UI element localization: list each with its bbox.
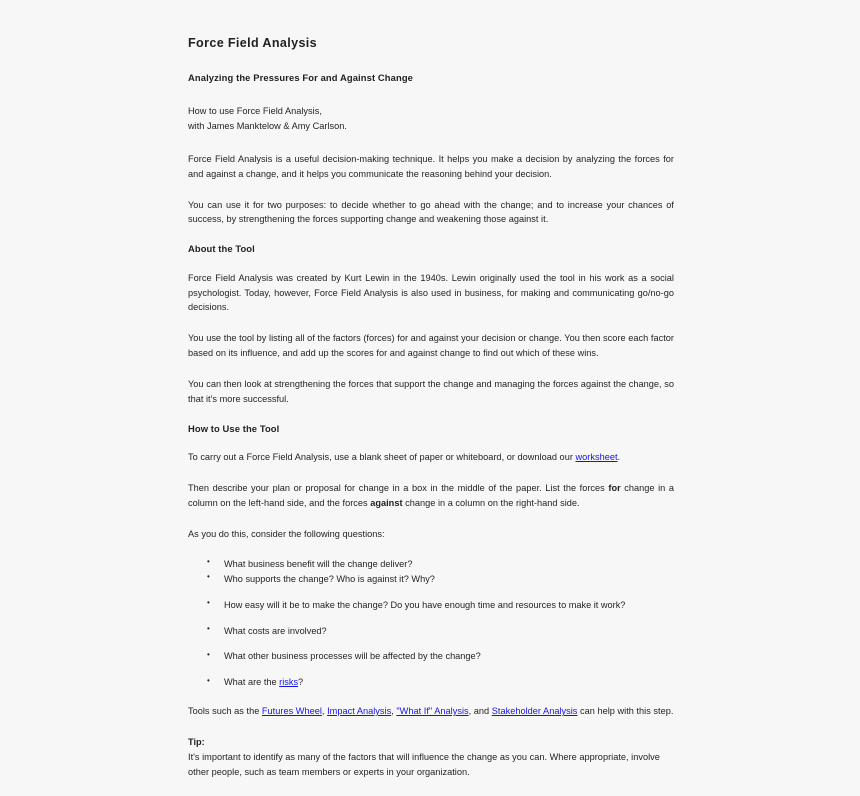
document-body — [188, 36, 674, 796]
tip-label: Tip: — [188, 737, 205, 748]
tools-separator-1: , — [321, 706, 328, 717]
list-item: • What other business processes will be affected by the change? — [188, 649, 674, 664]
intro-paragraph: Force Field Analysis is a useful decision-making technique. It helps you make a decision by analyzing the forces for and against a change, and it helps you communicate the reasoning behind your decision. — [188, 153, 674, 179]
list-item: • Who supports the change? Who is against it? Why? — [188, 572, 674, 587]
howto2-part-2: change in a column on the left-hand side, and the forces — [188, 483, 674, 508]
tools-outro-text: can help with this step. — [577, 706, 674, 717]
risks-text-before: What are the — [224, 677, 280, 688]
about-paragraph-2: You use the tool by listing all of the factors (forces) for and against your decision or change. You then score each factor based on its influence, and add up the scores for and against change to find out which of these wins. — [188, 333, 674, 359]
tools-intro-text: Tools such as the — [188, 706, 262, 717]
questions-list — [188, 557, 674, 690]
tools-paragraph — [188, 704, 674, 719]
tip-text: It's important to identify as many of the factors that will influence the change as you can. Where appropriate, involve other people, such as team members or experts in your organization. — [188, 752, 660, 777]
howto-text-before-worksheet-link: To carry out a Force Field Analysis, use a blank sheet of paper or whiteboard, or download our — [188, 452, 576, 463]
howto-paragraph-3: As you do this, consider the following questions: — [188, 528, 385, 539]
worksheet-link[interactable]: worksheet — [575, 452, 618, 463]
about-paragraph-1: Force Field Analysis was created by Kurt Lewin in the 1940s. Lewin originally used the tool in his work as a social psychologist. Today, however, Force Field Analysis is also used in business, for making and communicating go/no-go decisions. — [188, 272, 674, 313]
byline-line-1: How to use Force Field Analysis, — [188, 105, 322, 116]
futures-wheel-link[interactable]: Futures Wheel — [261, 706, 322, 717]
howto-paragraph-1 — [188, 450, 674, 465]
list-item: • How easy will it be to make the change? Do you have enough time and resources to make it work? — [188, 598, 674, 613]
document-subtitle: Analyzing the Pressures For and Against Change — [188, 71, 414, 83]
list-item: • What business benefit will the change deliver? — [188, 557, 674, 572]
stakeholder-analysis-link[interactable]: Stakeholder Analysis — [491, 706, 578, 717]
bold-word-against: against — [370, 497, 403, 508]
howto2-part-1: Then describe your plan or proposal for change in a box in the middle of the paper. List the forces — [188, 483, 609, 494]
tools-separator-3: , and — [468, 706, 492, 717]
howto2-part-3: change in a column on the right-hand side. — [402, 497, 580, 508]
tools-separator-2: , — [391, 706, 397, 717]
what-if-analysis-link[interactable]: "What If" Analysis — [396, 706, 469, 717]
list-item-risks — [188, 675, 674, 690]
page-title: Force Field Analysis — [188, 36, 318, 50]
byline — [188, 104, 674, 134]
byline-line-2: with James Manktelow & Amy Carlson. — [188, 120, 347, 131]
about-paragraph-3: You can then look at strengthening the forces that support the change and managing the forces against the change, so that it's more successful. — [188, 379, 674, 405]
risks-link[interactable]: risks — [279, 677, 299, 688]
bold-word-for: for — [608, 483, 621, 494]
impact-analysis-link[interactable]: Impact Analysis — [327, 706, 392, 717]
list-item: • What costs are involved? — [188, 624, 674, 639]
purposes-paragraph: You can use it for two purposes: to decide whether to go ahead with the change; and to increase your chances of success, by strengthening the forces supporting change and weakening those against it. — [188, 199, 674, 225]
howto-text-after-worksheet-link: . — [617, 452, 621, 463]
howto-paragraph-2 — [188, 481, 674, 511]
section-heading-how-to-use-the-tool: How to Use the Tool — [188, 422, 280, 434]
risks-text-after: ? — [298, 677, 304, 688]
section-heading-about-the-tool: About the Tool — [188, 243, 255, 255]
